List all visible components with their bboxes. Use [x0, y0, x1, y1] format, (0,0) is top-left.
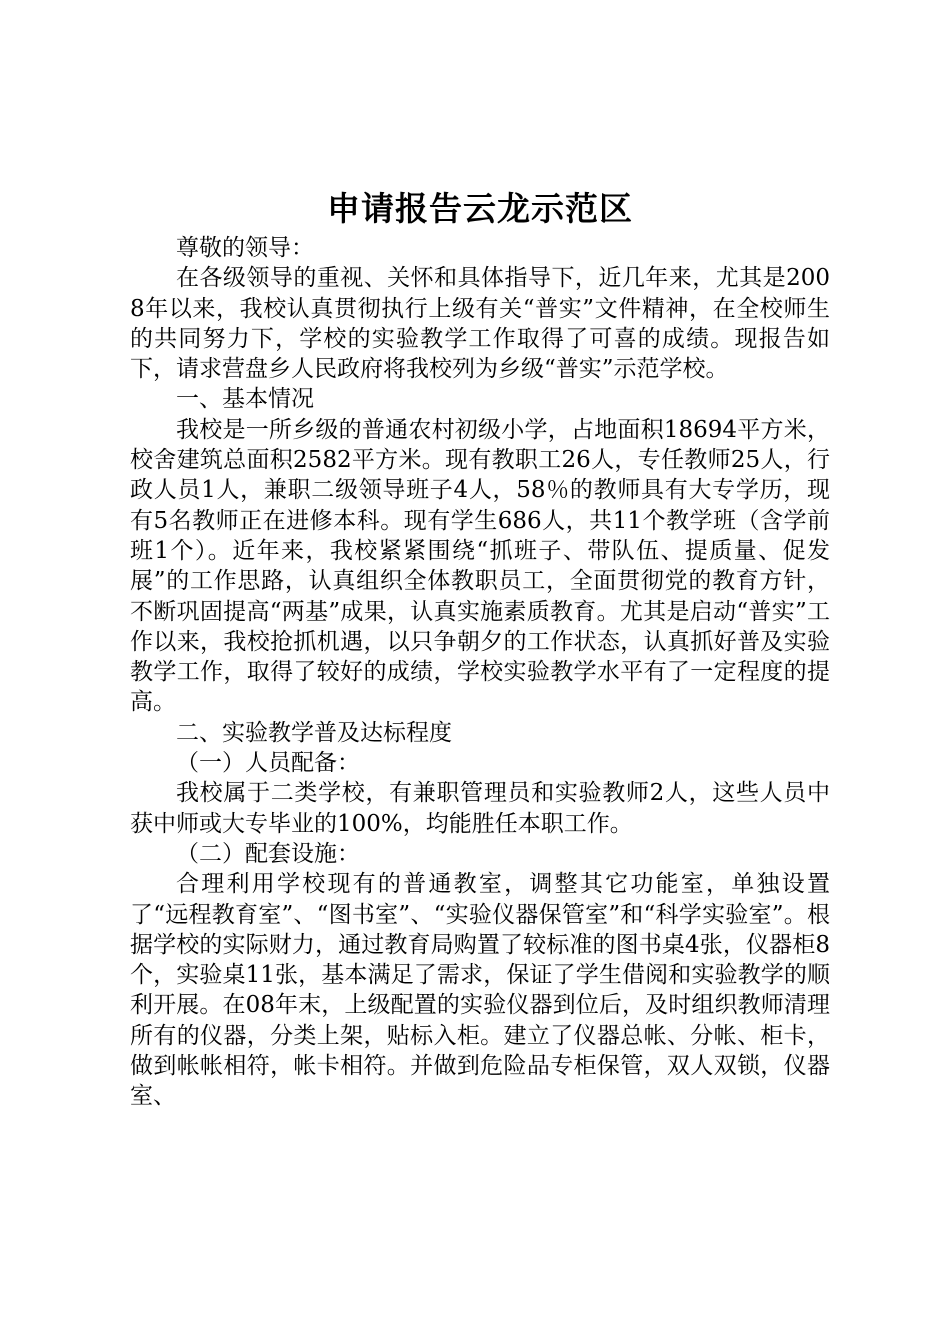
section-heading-experiment-teaching: 二、实验教学普及达标程度	[176, 719, 452, 746]
staffing-paragraph: 我校属于二类学校，有兼职管理员和实验教师2人，这些人员中获中师或大专毕业的100%，均能胜任本职工作。	[130, 780, 830, 837]
basic-info-paragraph: 我校是一所乡级的普通农村初级小学，占地面积18694平方米，校舍建筑总面积2582平方米。现有教职工26人，专任教师25人，行政人员1人，兼职二级领导班子4人，58％的教师具有大专学历，现有5名教师正在进修本科。现有学生686人，共11个教学班（含学前班1个）。近年来，我校紧紧围绕“抓班子、带队伍、提质量、促发展”的工作思路，认真组织全体教职员工，全面贯彻党的教育方针，不断巩固提高“两基”成果，认真实施素质教育。尤其是启动“普实”工作以来，我校抢抓机遇，以只争朝夕的工作状态，认真抓好普及实验教学工作，取得了较好的成绩，学校实验教学水平有了一定程度的提高。	[130, 416, 830, 716]
intro-paragraph: 在各级领导的重视、关怀和具体指导下，近几年来，尤其是2008年以来，我校认真贯彻执行上级有关“普实”文件精神，在全校师生的共同努力下，学校的实验教学工作取得了可喜的成绩。现报告如下，请求营盘乡人民政府将我校列为乡级“普实”示范学校。	[130, 265, 830, 383]
subheading-facilities: （二）配套设施：	[176, 840, 360, 867]
subheading-staffing: （一）人员配备：	[176, 750, 360, 777]
salutation: 尊敬的领导：	[176, 235, 314, 261]
document-title: 申请报告云龙示范区	[327, 189, 633, 228]
section-heading-basic-info: 一、基本情况	[176, 386, 314, 413]
facilities-paragraph: 合理利用学校现有的普通教室，调整其它功能室，单独设置了“远程教育室”、“图书室”、“实验仪器保管室”和“科学实验室”。根据学校的实际财力，通过教育局购置了较标准的图书桌4张，仪器柜8个，实验桌11张，基本满足了需求，保证了学生借阅和实验教学的顺利开展。在08年末，上级配置的实验仪器到位后，及时组织教师清理所有的仪器，分类上架，贴标入柜。建立了仪器总帐、分帐、柜卡，做到帐帐相符，帐卡相符。并做到危险品专柜保管，双人双锁，仪器室、	[130, 871, 830, 1110]
document-page	[130, 185, 830, 1112]
